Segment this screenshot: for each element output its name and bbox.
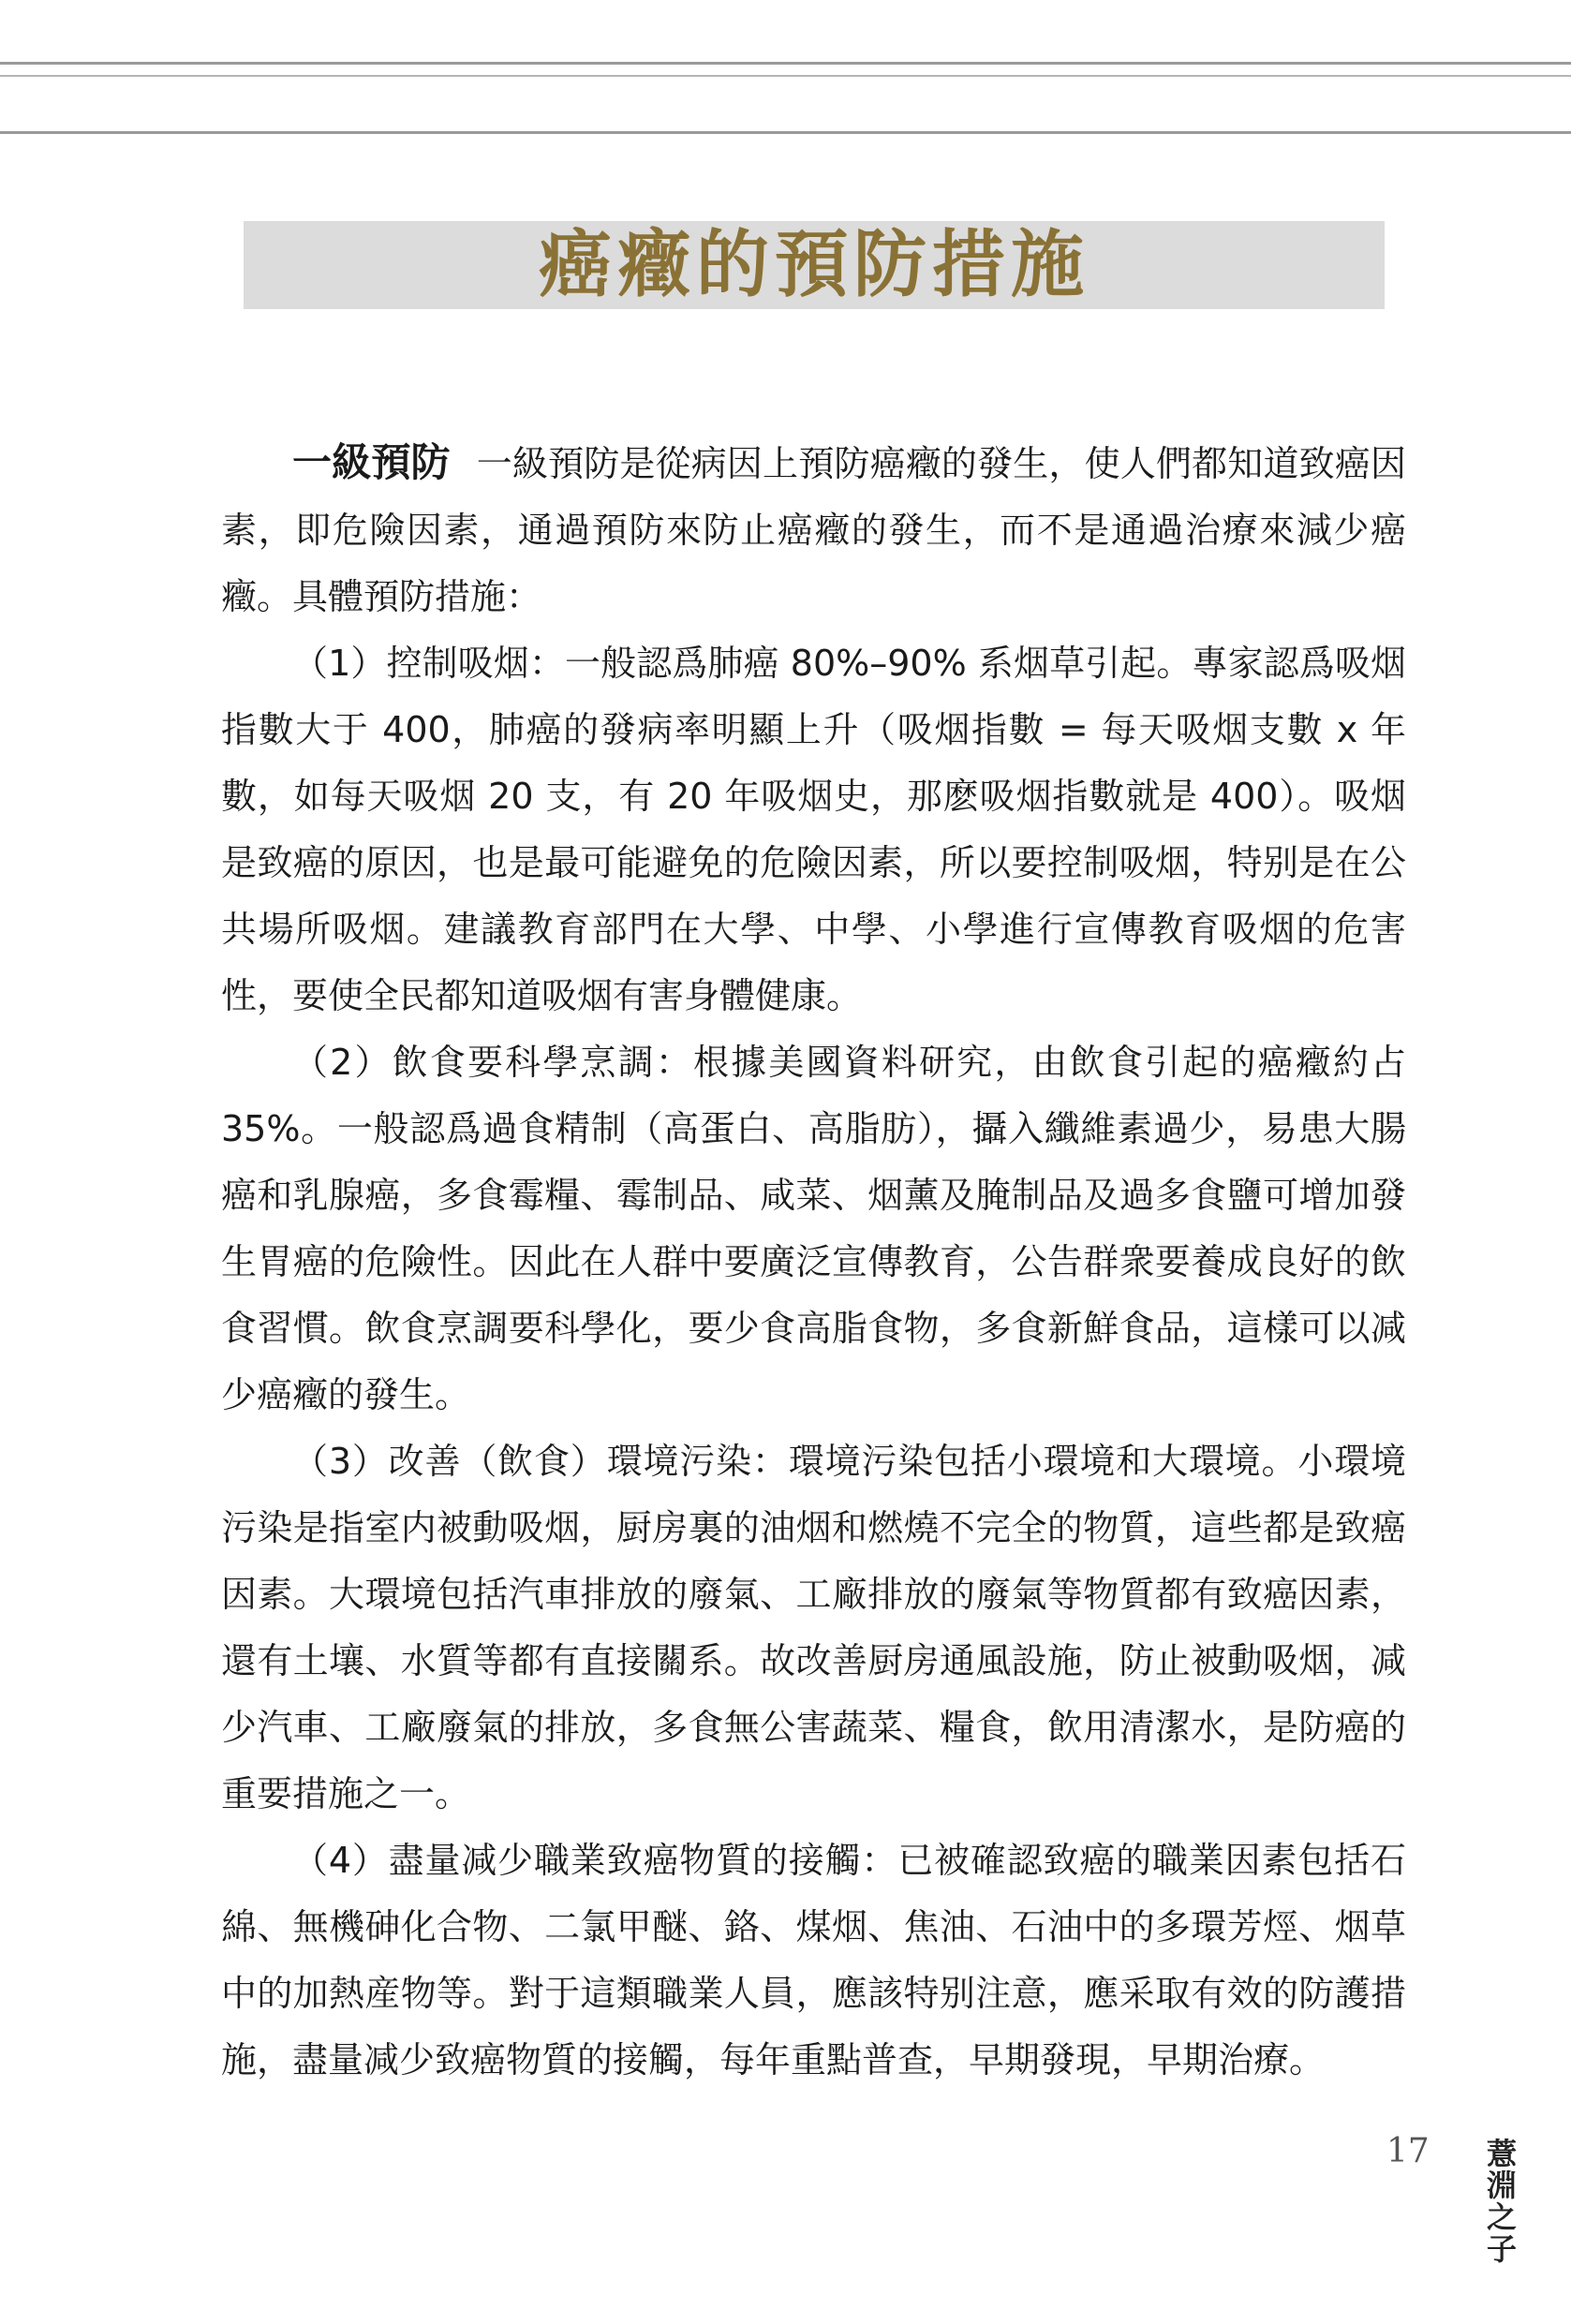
lead-term: 一級預防 (292, 439, 451, 485)
header-rule-bottom (0, 131, 1571, 134)
header-rule-top (0, 62, 1571, 65)
intro-text: 一級預防是從病因上預防癌癥的發生，使人們都知道致癌因素，即危險因素，通過預防來防止癌癥的發生，而不是通過治療來減少癌癥。具體預防措施： (221, 443, 1406, 617)
page-number: 17 (1386, 2132, 1430, 2170)
title-band (244, 221, 1385, 309)
paragraph-smoking: （1）控制吸烟：一般認爲肺癌 80%–90% 系烟草引起。專家認爲吸烟指數大于 400，肺癌的發病率明顯上升（吸烟指數 = 每天吸烟支數 x 年數，如每天吸烟 20 支，有 20 年吸烟史，那麽吸烟指數就是 400）。吸烟是致癌的原因，也是最可能避免的危險因素，所以要控制吸烟，特别是在公共場所吸烟。建議教育部門在大學、中學、小學進行宣傳教育吸烟的危害性，要使全民都知道吸烟有害身體健康。 (221, 643, 1406, 1016)
header-rule-middle (0, 75, 1571, 77)
paragraph-environment: （3）改善（飲食）環境污染：環境污染包括小環境和大環境。小環境污染是指室内被動吸烟，厨房裏的油烟和燃燒不完全的物質，這些都是致癌因素。大環境包括汽車排放的廢氣、工廠排放的廢氣等物質都有致癌因素，還有土壤、水質等都有直接關系。故改善厨房通風設施，防止被動吸烟，减少汽車、工廠廢氣的排放，多食無公害蔬菜、糧食，飲用清潔水，是防癌的重要措施之一。 (221, 1441, 1406, 1814)
side-label: 薏淵之子 (1482, 2138, 1518, 2265)
page-title: 癌癥的預防措施 (538, 222, 1089, 307)
intro-paragraph (221, 429, 1406, 630)
article-body (221, 429, 1406, 2094)
paragraph-occupational: （4）盡量减少職業致癌物質的接觸：已被確認致癌的職業因素包括石綿、無機砷化合物、二氯甲醚、鉻、煤烟、焦油、石油中的多環芳烴、烟草中的加熱産物等。對于這類職業人員，應該特别注意，應采取有效的防護措施，盡量减少致癌物質的接觸，每年重點普查，早期發現，早期治療。 (221, 1840, 1406, 2080)
paragraph-diet: （2）飲食要科學烹調：根據美國資料研究，由飲食引起的癌癥約占 35%。一般認爲過食精制（高蛋白、高脂肪），攝入纖維素過少，易患大腸癌和乳腺癌，多食霉糧、霉制品、咸菜、烟薰及腌制品及過多食鹽可增加發生胃癌的危險性。因此在人群中要廣泛宣傳教育，公告群衆要養成良好的飲食習慣。飲食烹調要科學化，要少食高脂食物，多食新鮮食品，這樣可以减少癌癥的發生。 (221, 1042, 1406, 1415)
